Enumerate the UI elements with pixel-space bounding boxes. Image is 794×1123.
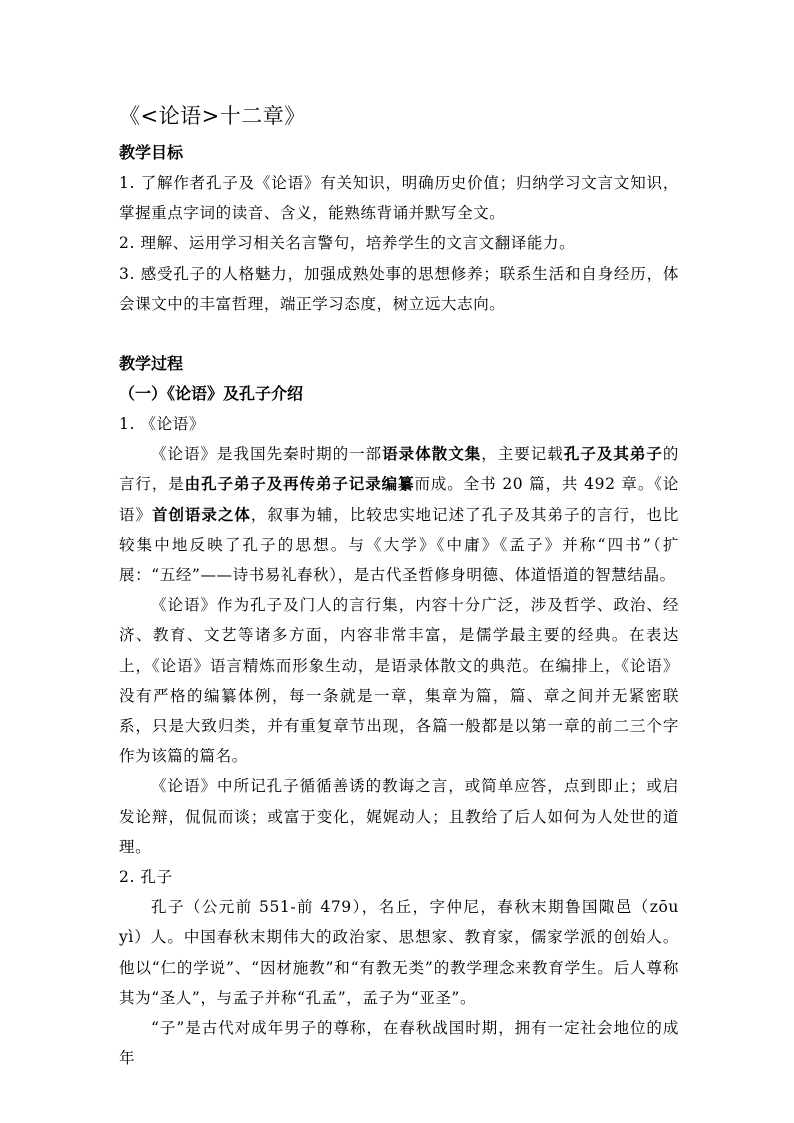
text-run: 而成。全书 20 篇，共 492 章。《论语》 xyxy=(119,475,679,524)
bold-run: 语录体散文集 xyxy=(382,444,482,464)
bold-run: 孔子及其弟子 xyxy=(563,444,663,464)
bold-run: 首创语录之体 xyxy=(151,504,251,524)
kongzi-heading: 2. 孔子 xyxy=(119,868,173,887)
lunyu-paragraph-1 xyxy=(119,439,679,590)
text-run: 《论语》是我国先秦时期的一部 xyxy=(151,445,383,464)
bold-run: 由孔子弟子及再传弟子记录编纂 xyxy=(184,474,415,494)
kongzi-paragraph-1: 孔子（公元前 551-前 479），名丘，字仲尼，春秋末期鲁国陬邑（zōu yì）人。中国春秋末期伟大的政治家、思想家、教育家，儒家学派的创始人。他以“仁的学说”、“因材施教”和“有教无类”的教学理念来教育学生。后人尊称其为“圣人”，与孟子并称“孔孟”，孟子为“亚圣”。 xyxy=(119,898,679,1007)
goals-heading: 教学目标 xyxy=(119,143,184,162)
lunyu-paragraph-2: 《论语》作为孔子及门人的言行集，内容十分广泛，涉及哲学、政治、经济、教育、文艺等诸多方面，内容非常丰富，是儒学最主要的经典。在表达上，《论语》语言精炼而形象生动，是语录体散文的典范。在编排上，《论语》没有严格的编纂体例，每一条就是一章，集章为篇，篇、章之间并无紧密联系，只是大致归类，并有重复章节出现，各篇一般都是以第一章的前二三个字作为该篇的篇名。 xyxy=(119,596,679,766)
process-heading: 教学过程 xyxy=(119,354,184,374)
text-run: ，叙事为辅，比较忠实地记述了孔子及其弟子的言行，也比较集中地反映了孔子的思想。与《大学》《中庸》《孟子》并称“四书”（扩展：“五经”——诗书易礼春秋），是古代圣哲修身明德、体道悟道的智慧结晶。 xyxy=(119,505,679,585)
sub-heading-1: （一）《论语》及孔子介绍 xyxy=(119,384,304,404)
spacer xyxy=(119,319,679,349)
document-page xyxy=(119,100,679,1073)
kongzi-paragraph-2: “子”是古代对成年男子的尊称，在春秋战国时期，拥有一定社会地位的成年 xyxy=(119,1019,679,1068)
goal-item-3: 3. 感受孔子的人格魅力，加强成熟处事的思想修养；联系生活和自身经历，体会课文中的丰富哲理，端正学习态度，树立远大志向。 xyxy=(119,264,679,313)
goal-item-1: 1. 了解作者孔子及《论语》有关知识，明确历史价值；归纳学习文言文知识，掌握重点字词的读音、含义，能熟练背诵并默写全文。 xyxy=(119,174,679,223)
lunyu-heading: 1. 《论语》 xyxy=(119,415,205,434)
goal-item-2: 2. 理解、运用学习相关名言警句，培养学生的文言文翻译能力。 xyxy=(119,234,576,253)
text-run: 的言行，是 xyxy=(119,445,679,494)
lunyu-paragraph-3: 《论语》中所记孔子循循善诱的教诲之言，或简单应答，点到即止；或启发论辩，侃侃而谈；或富于变化，娓娓动人；且教给了后人如何为人处世的道理。 xyxy=(119,777,679,856)
document-title: 《<论语>十二章》 xyxy=(119,104,306,128)
text-run: ，主要记载 xyxy=(481,445,564,464)
